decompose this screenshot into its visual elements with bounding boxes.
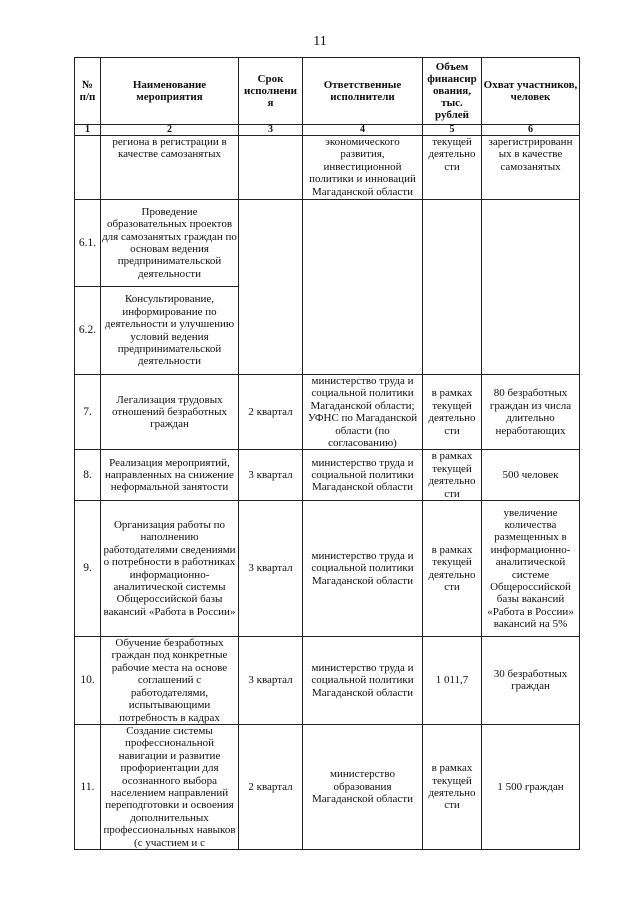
row-name: Обучение безработных граждан под конкретные рабочие места на основе соглашений с работодателями, испытывающими потребность в кадрах [101,637,239,725]
row-term: 3 квартал [239,450,303,501]
row-name: Реализация мероприятий, направленных на снижение неформальной занятости [101,450,239,501]
table-row [75,501,580,637]
row-term: 3 квартал [239,501,303,637]
table-row [75,724,580,849]
row-executors: министерство образования Магаданской области [303,724,423,849]
row-coverage: 500 человек [482,450,580,501]
row-term: 2 квартал [239,375,303,450]
row-num: 6.2. [75,287,101,375]
row-funding: в рамках текущей деятельно сти [423,501,482,637]
row-name: Организация работы по наполнению работодателями сведениями о потребности в работниках информационно-аналитической системы Общероссийской базы вакансий «Работа в России» [101,501,239,637]
column-index: 1 [75,125,101,136]
row-executors: министерство труда и социальной политики Магаданской области [303,501,423,637]
row-executors: министерство труда и социальной политики Магаданской области; УФНС по Магаданской области (по согласованию) [303,375,423,450]
row-num: 6.1. [75,200,101,287]
header-term: Срок исполнени я [239,58,303,125]
row-executors [303,200,423,375]
table-row [75,450,580,501]
row-num: 7. [75,375,101,450]
row-coverage [482,200,580,375]
row-coverage: 80 безработных граждан из числа длительно неработающих [482,375,580,450]
row-name: Проведение образовательных проектов для самозанятых граждан по основам ведения предпринимательской деятельности [101,200,239,287]
column-index: 5 [423,125,482,136]
row-term: 3 квартал [239,637,303,725]
table-row [75,200,580,287]
row-coverage: 1 500 граждан [482,724,580,849]
header-executors: Ответственные исполнители [303,58,423,125]
page-number: 11 [313,34,327,49]
column-index: 3 [239,125,303,136]
row-term: 2 квартал [239,724,303,849]
row-name: Создание системы профессиональной навигации и развитие профориентации для осознанного выбора населением направлений переподготовки и освоения дополнительных профессиональных навыков (с участием и с [101,724,239,849]
header-num: № п/п [75,58,101,125]
header-coverage: Охват участников, человек [482,58,580,125]
row-num: 9. [75,501,101,637]
row-funding [423,200,482,375]
row-name: Легализация трудовых отношений безработных граждан [101,375,239,450]
row-funding: в рамках текущей деятельно сти [423,450,482,501]
column-index: 4 [303,125,423,136]
row-num: 8. [75,450,101,501]
header-funding: Объем финансир ования, тыс. рублей [423,58,482,125]
row-funding: текущей деятельно сти [423,136,482,200]
column-index: 6 [482,125,580,136]
activities-table [74,57,580,850]
header-name: Наименование мероприятия [101,58,239,125]
row-num [75,136,101,200]
row-funding: в рамках текущей деятельно сти [423,375,482,450]
row-num: 10. [75,637,101,725]
column-index: 2 [101,125,239,136]
row-name: Консультирование, информирование по деятельности и улучшению условий ведения предпринимательской деятельности [101,287,239,375]
row-term [239,200,303,375]
row-num: 11. [75,724,101,849]
row-coverage: зарегистрированн ых в качестве самозанятых [482,136,580,200]
row-executors: министерство труда и социальной политики Магаданской области [303,450,423,501]
table-row [75,136,580,200]
header-row [75,58,580,125]
column-index-row [75,125,580,136]
table-row [75,375,580,450]
row-executors: экономического развития, инвестиционной политики и инноваций Магаданской области [303,136,423,200]
row-coverage: 30 безработных граждан [482,637,580,725]
row-funding: в рамках текущей деятельно сти [423,724,482,849]
row-executors: министерство труда и социальной политики Магаданской области [303,637,423,725]
row-funding: 1 011,7 [423,637,482,725]
row-name: региона в регистрации в качестве самозанятых [101,136,239,200]
table-row [75,637,580,725]
row-term [239,136,303,200]
row-coverage: увеличение количества размещенных в информационно-аналитической системе Общероссийской базы вакансий «Работа в России» вакансий на 5% [482,501,580,637]
